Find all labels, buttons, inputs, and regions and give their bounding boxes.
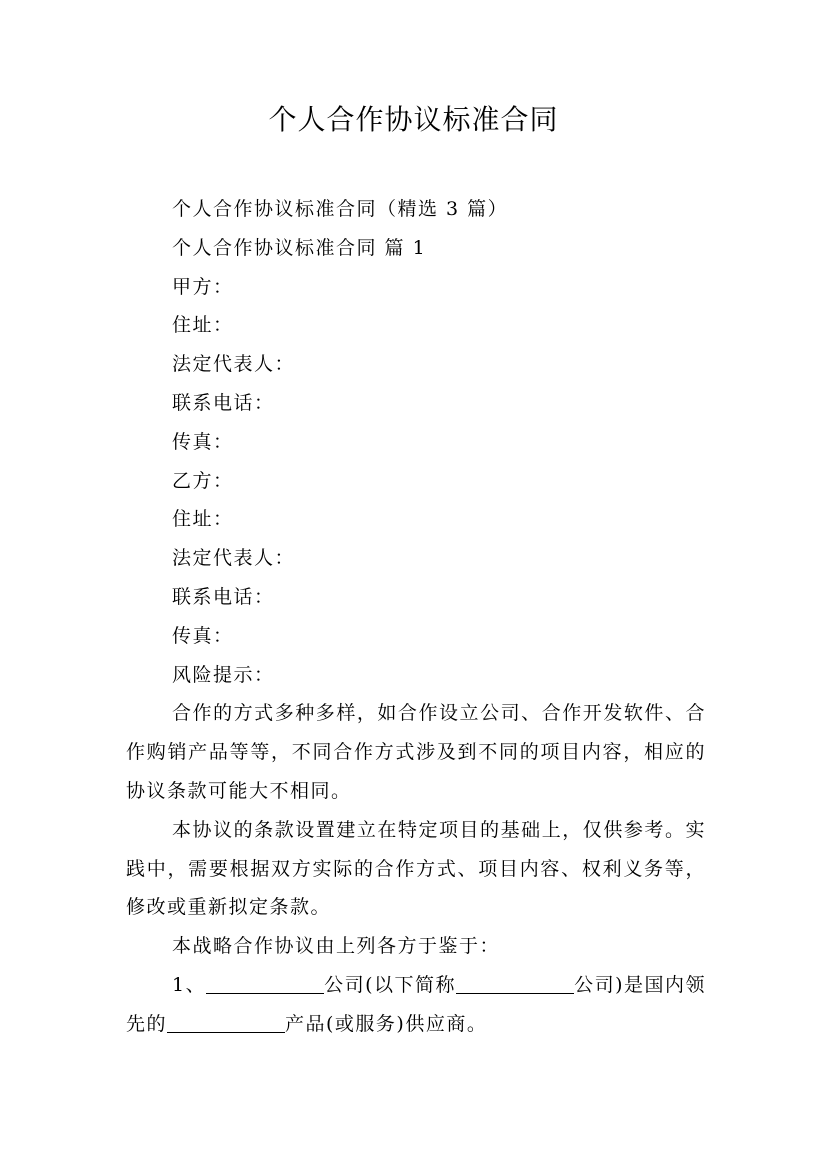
party-a-legal-rep: 法定代表人： — [172, 353, 296, 376]
section-heading: 个人合作协议标准合同 篇 1 — [172, 236, 427, 259]
blank-line — [206, 971, 324, 994]
party-b-address: 住址： — [172, 508, 234, 531]
paragraph-reference-note: 本协议的条款设置建立在特定项目的基础上，仅供参考。实践中，需要根据双方实际的合作方式、项目内容、权利义务等，修改或重新拟定条款。 — [126, 818, 706, 919]
clause-1-part3: 产品(或服务)供应商。 — [285, 1012, 488, 1035]
document-title: 个人合作协议标准合同 — [268, 103, 559, 136]
party-b-fax: 传真： — [172, 624, 234, 647]
blank-line — [167, 1010, 285, 1033]
party-a-fax: 传真： — [172, 430, 234, 453]
clause-1 — [126, 966, 706, 1044]
risk-heading: 风险提示： — [172, 663, 275, 686]
party-b-label: 乙方： — [172, 469, 234, 492]
paragraph-cooperation-methods: 合作的方式多种多样，如合作设立公司、合作开发软件、合作购销产品等等，不同合作方式涉及到不同的项目内容，相应的协议条款可能大不相同。 — [126, 702, 706, 802]
document-body — [126, 190, 706, 1044]
party-a-phone: 联系电话： — [172, 391, 275, 414]
clause-1-prefix: 1、 — [172, 973, 207, 996]
party-a-address: 住址： — [172, 314, 234, 337]
clause-1-part1: 公司(以下简称 — [324, 973, 457, 996]
party-a-label: 甲方： — [172, 275, 234, 298]
party-b-phone: 联系电话： — [172, 585, 275, 608]
party-b-legal-rep: 法定代表人： — [172, 547, 296, 570]
subtitle: 个人合作协议标准合同（精选 3 篇） — [172, 198, 509, 220]
blank-line — [456, 971, 574, 994]
clause-1-part2: 公司)是国内领先的 — [126, 973, 707, 1035]
paragraph-whereas: 本战略合作协议由上列各方于鉴于： — [172, 935, 501, 958]
